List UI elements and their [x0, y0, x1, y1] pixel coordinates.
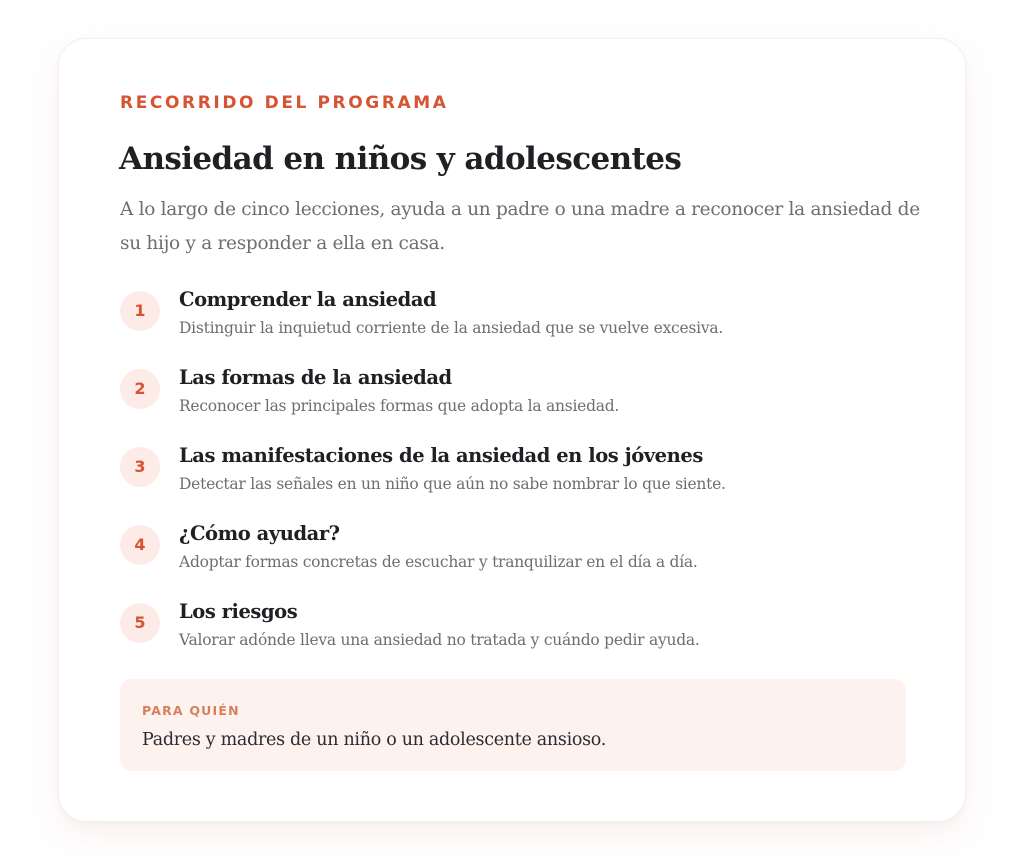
lesson-title: Las formas de la ansiedad: [179, 366, 452, 389]
program-card: [58, 38, 966, 822]
audience-label: PARA QUIÉN: [142, 703, 240, 718]
lesson-item-3: [120, 441, 920, 505]
lesson-number-badge: 5: [120, 603, 160, 643]
lesson-title: Las manifestaciones de la ansiedad en los jóvenes: [179, 444, 703, 467]
lesson-item-2: [120, 363, 920, 427]
program-summary: A lo largo de cinco lecciones, ayuda a un padre o una madre a reconocer la ansiedad de su hijo y a responder a ella en casa.: [120, 199, 920, 254]
page-title: Ansiedad en niños y adolescentes: [119, 141, 682, 177]
audience-text: Padres y madres de un niño o un adolescente ansioso.: [142, 730, 606, 750]
lesson-item-5: [120, 597, 920, 661]
eyebrow-label: RECORRIDO DEL PROGRAMA: [120, 93, 449, 113]
lesson-title: ¿Cómo ayudar?: [179, 522, 340, 545]
lesson-description: Reconocer las principales formas que adopta la ansiedad.: [179, 397, 620, 415]
lesson-description: Adoptar formas concretas de escuchar y tranquilizar en el día a día.: [179, 553, 698, 571]
audience-box: [120, 679, 906, 771]
lesson-description: Detectar las señales en un niño que aún no sabe nombrar lo que siente.: [179, 475, 726, 493]
lesson-number-badge: 4: [120, 525, 160, 565]
lesson-item-4: [120, 519, 920, 583]
lesson-description: Valorar adónde lleva una ansiedad no tratada y cuándo pedir ayuda.: [179, 631, 700, 649]
lesson-description: Distinguir la inquietud corriente de la ansiedad que se vuelve excesiva.: [179, 319, 723, 337]
lesson-item-1: [120, 285, 920, 349]
lesson-title: Los riesgos: [179, 600, 298, 623]
lesson-number-badge: 1: [120, 291, 160, 331]
lesson-number-badge: 3: [120, 447, 160, 487]
lesson-number-badge: 2: [120, 369, 160, 409]
lesson-title: Comprender la ansiedad: [179, 288, 437, 311]
